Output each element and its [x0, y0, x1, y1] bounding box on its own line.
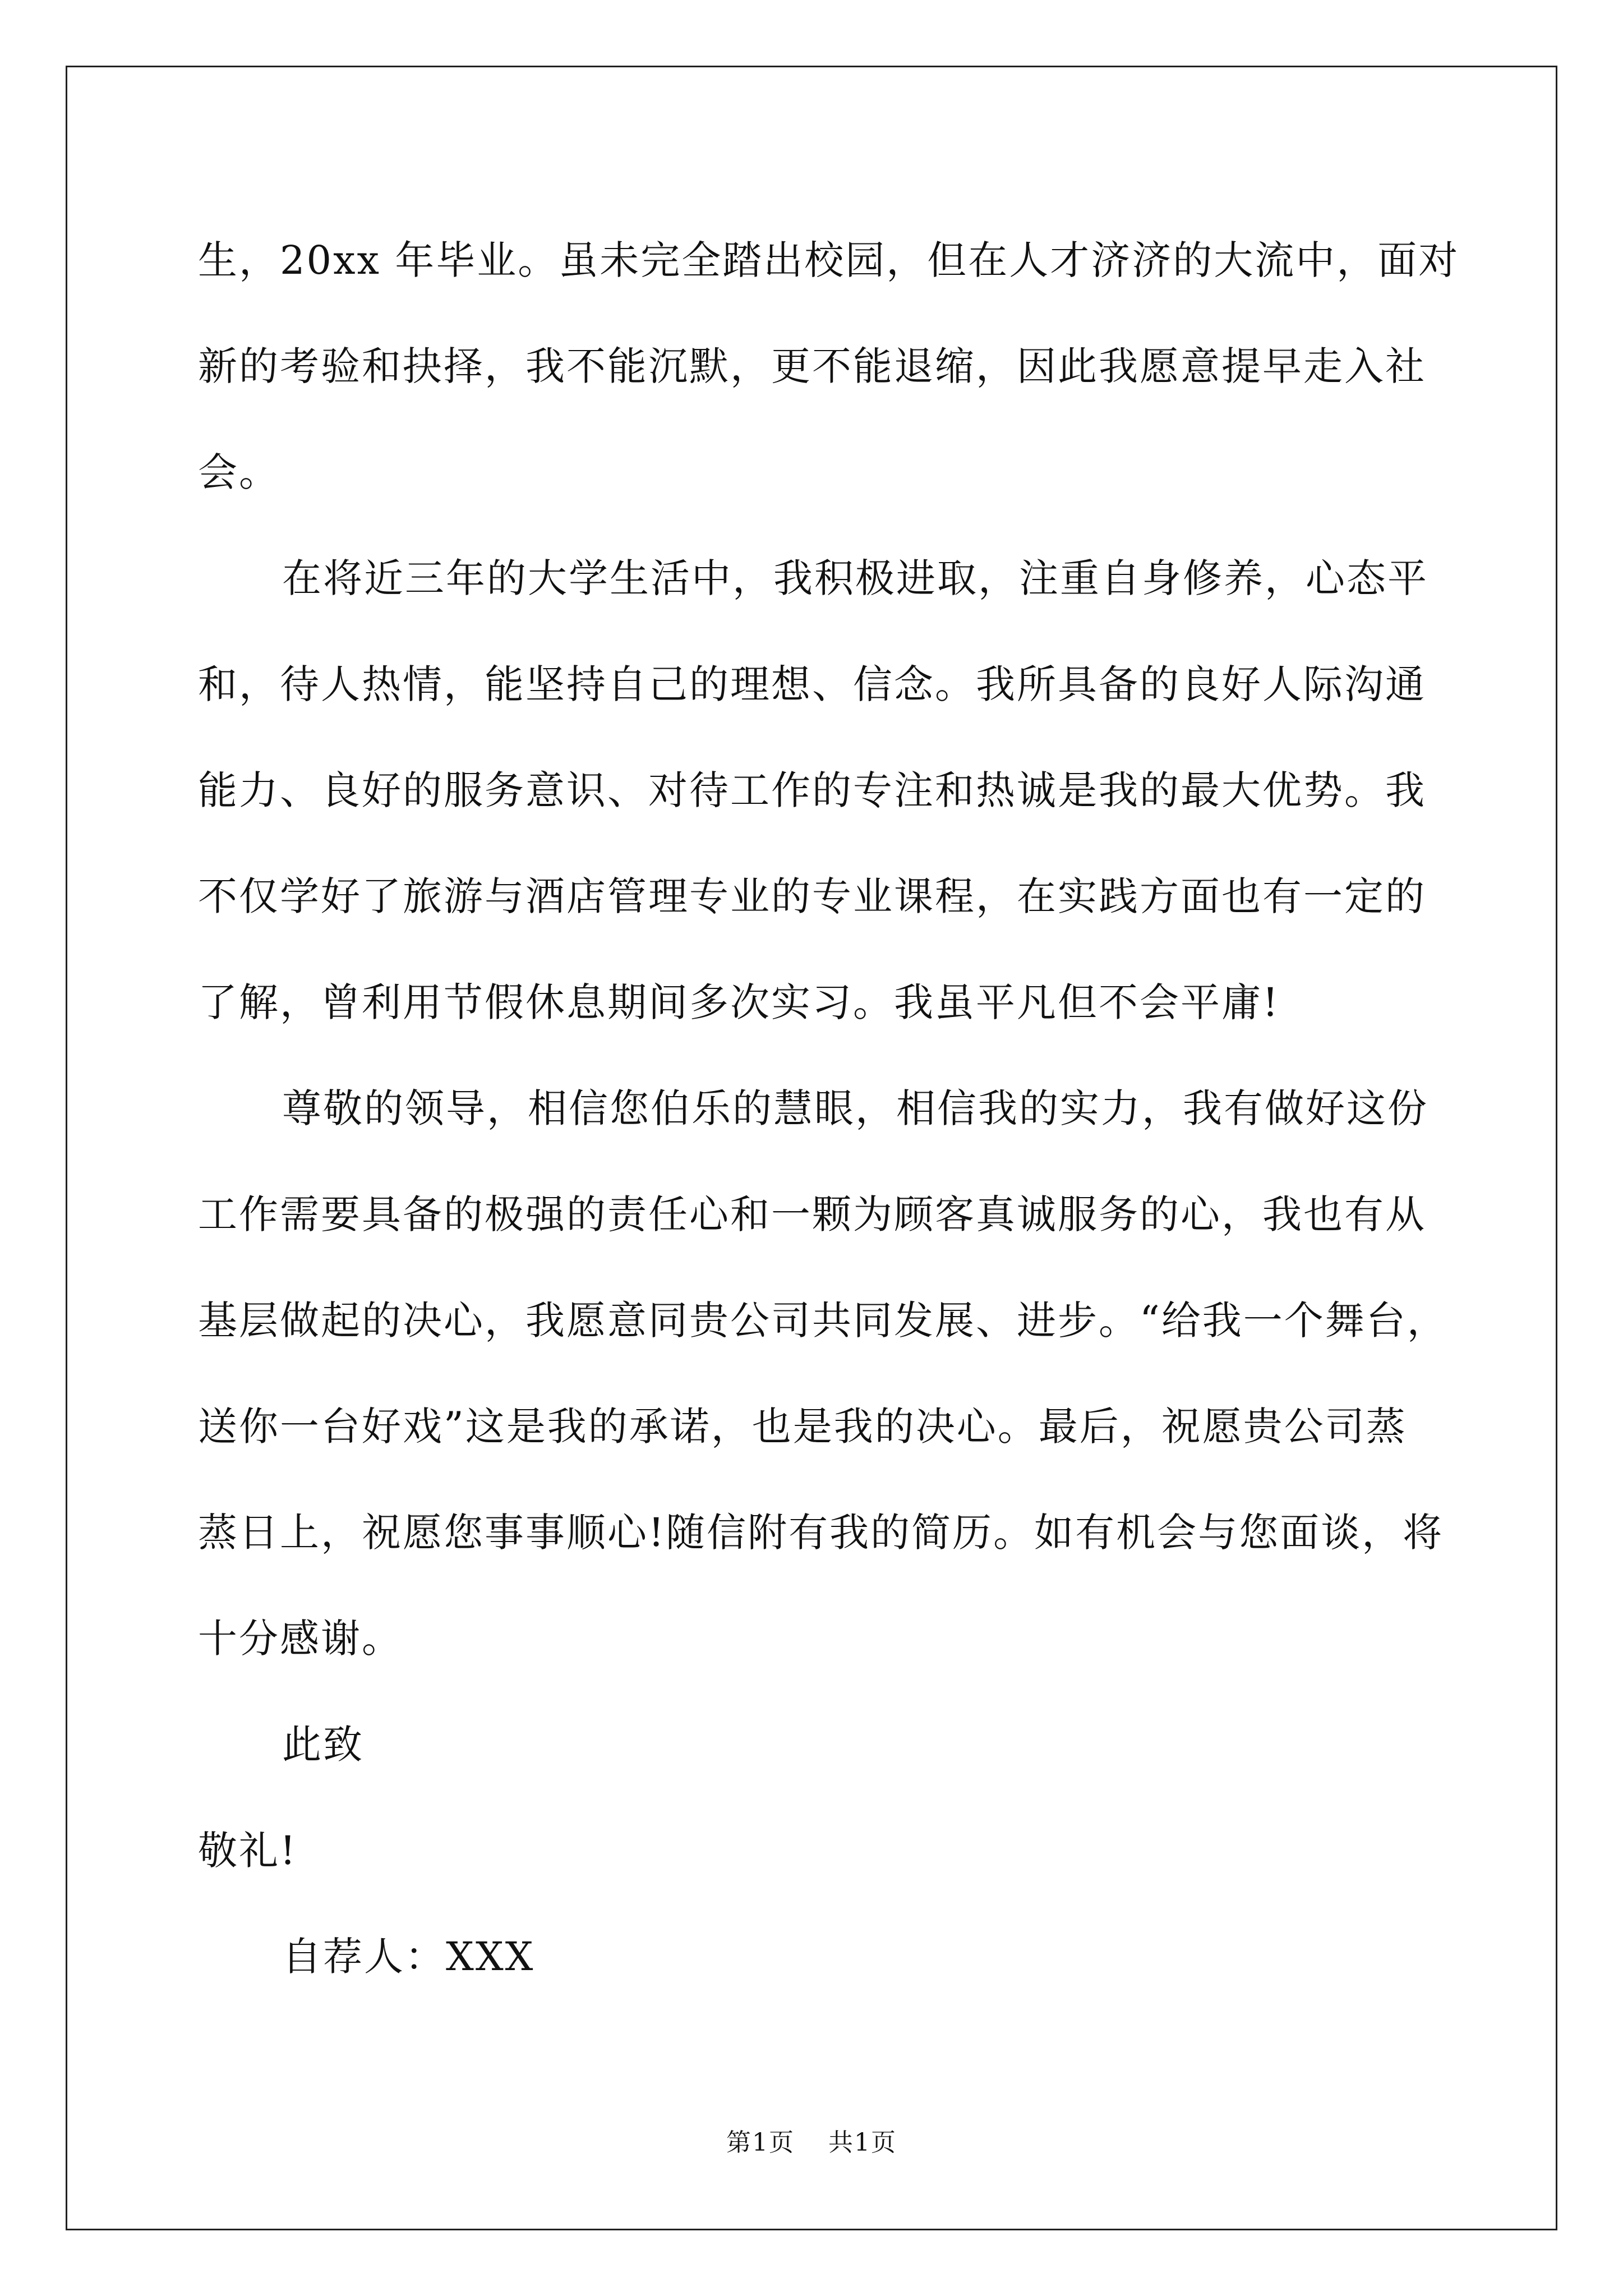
- body-line: 尊敬的领导，相信您伯乐的慧眼，相信我的实力，我有做好这份: [282, 1085, 1428, 1131]
- body-line: 和，待人热情，能坚持自己的理想、信念。我所具备的良好人际沟通: [198, 661, 1426, 707]
- page-total: 共1页: [828, 2128, 897, 2157]
- closing-regards: 敬礼!: [198, 1828, 298, 1874]
- letter-body: [198, 208, 1460, 2010]
- body-line: 生，20xx 年毕业。虽未完全踏出校园，但在人才济济的大流中，面对: [198, 237, 1460, 283]
- page-footer: [0, 2126, 1623, 2160]
- body-line: 十分感谢。: [198, 1616, 403, 1662]
- closing-salutation: 此致: [282, 1722, 364, 1768]
- body-line: 蒸日上，祝愿您事事顺心!随信附有我的简历。如有机会与您面谈，将: [198, 1510, 1444, 1556]
- body-line: 不仅学好了旅游与酒店管理专业的专业课程，在实践方面也有一定的: [198, 873, 1426, 919]
- body-line: 会。: [198, 449, 280, 495]
- body-line: 工作需要具备的极强的责任心和一颗为顾客真诚服务的心，我也有从: [198, 1191, 1426, 1237]
- page-number: 第1页: [726, 2128, 795, 2157]
- body-line: 在将近三年的大学生活中，我积极进取，注重自身修养，心态平: [282, 555, 1428, 601]
- signature-line: 自荐人：XXX: [282, 1934, 535, 1980]
- body-line: 了解，曾利用节假休息期间多次实习。我虽平凡但不会平庸!: [198, 979, 1280, 1025]
- body-line: 基层做起的决心，我愿意同贵公司共同发展、进步。“给我一个舞台，: [198, 1297, 1448, 1343]
- body-line: 送你一台好戏”这是我的承诺，也是我的决心。最后，祝愿贵公司蒸: [198, 1404, 1407, 1450]
- body-line: 新的考验和抉择，我不能沉默，更不能退缩，因此我愿意提早走入社: [198, 343, 1426, 389]
- body-line: 能力、良好的服务意识、对待工作的专注和热诚是我的最大优势。我: [198, 767, 1426, 813]
